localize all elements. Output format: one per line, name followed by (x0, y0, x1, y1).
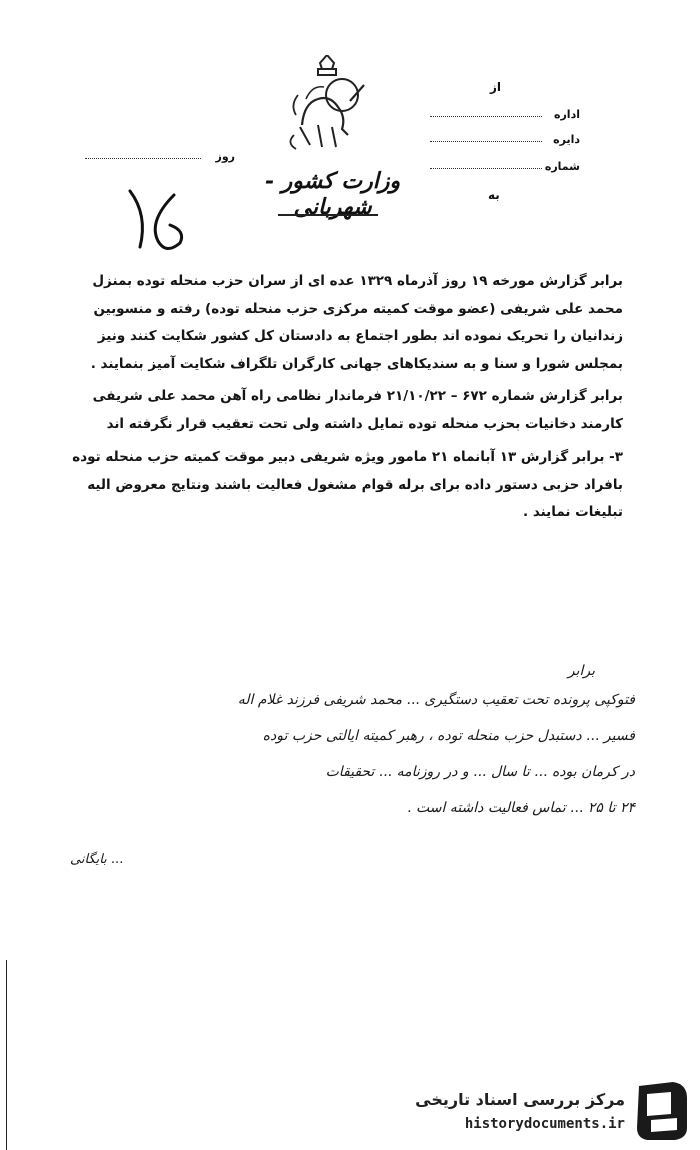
note-line-2: فسیر ... دستبدل حزب منحله توده ، رهبر کمیته ایالتی حزب توده (262, 728, 635, 744)
page-number-text: ۱۷ (153, 257, 155, 258)
ministry-underline (278, 214, 378, 216)
number-dotted-line (430, 168, 542, 169)
note-line-1: فتوکپی پرونده تحت تعقیب دستگیری ... محمد شریفی فرزند غلام اله (237, 692, 635, 708)
ministry-name: وزارت کشور - شهربانی (264, 168, 401, 220)
note-heading: برابر (567, 663, 595, 679)
note-line-4: ۲۴ تا ۲۵ ... تماس فعالیت داشته است . (407, 800, 635, 816)
office-label: اداره (553, 108, 580, 121)
department-label: دایره (553, 133, 580, 146)
watermark-title: مرکز بررسی اسناد تاریخی (415, 1090, 625, 1109)
date-dotted-line (85, 158, 201, 159)
department-field (430, 133, 580, 149)
department-dotted-line (430, 141, 542, 142)
number-field (430, 160, 580, 176)
date-field (85, 150, 235, 166)
handwritten-note (65, 660, 635, 826)
number-label: شماره (544, 160, 580, 173)
to-label: به (488, 188, 500, 202)
report-paragraph-2: برابر گزارش شماره ۶۷۲ – ۲۱/۱۰/۲۲ فرماندار نظامی راه آهن محمد علی شریفی کارمند دخانیات بحزب منحله توده تمایل داشته ولی تحت تعقیب قرار نگرفته اند (92, 388, 623, 432)
scan-edge-line (6, 960, 7, 1150)
watermark-url: historydocuments.ir (464, 1116, 625, 1132)
lion-and-sun-emblem-icon (282, 55, 372, 155)
archive-logo-icon (633, 1080, 691, 1142)
office-dotted-line (430, 116, 542, 117)
report-paragraph-1: برابر گزارش مورخه ۱۹ روز آذرماه ۱۳۲۹ عده ای از سران حزب منحله توده بمنزل محمد علی شریفی (عضو موقت کمیته مرکزی حزب منحله توده) رفته و منسوبین زندانیان را تحریک نموده اند بطور اجتماع به دادستان کل کشور شکایت کنند ونیز بمجلس شورا و سنا و به سندیکاهای جهانی کارگران تلگراف شکایت آمیز بنمایند . (90, 273, 623, 372)
watermark (405, 1078, 695, 1144)
date-label: روز (215, 150, 235, 163)
handwritten-page-number (118, 185, 188, 260)
from-label: از (490, 80, 502, 94)
note-signature: ... بایگانی (70, 852, 124, 867)
report-body (68, 268, 623, 527)
note-line-3: در کرمان بوده ... تا سال ... و در روزنامه ... تحقیقات (325, 764, 635, 780)
office-field (430, 108, 580, 124)
report-paragraph-3: ۳- برابر گزارش ۱۳ آبانماه ۲۱ مامور ویژه شریفی دبیر موقت کمیته حزب منحله توده بافراد حزبی دستور داده برای برله قوام مشغول فعالیت باشند ونتایج معروض الیه تبلیغات نمایند . (72, 449, 623, 520)
